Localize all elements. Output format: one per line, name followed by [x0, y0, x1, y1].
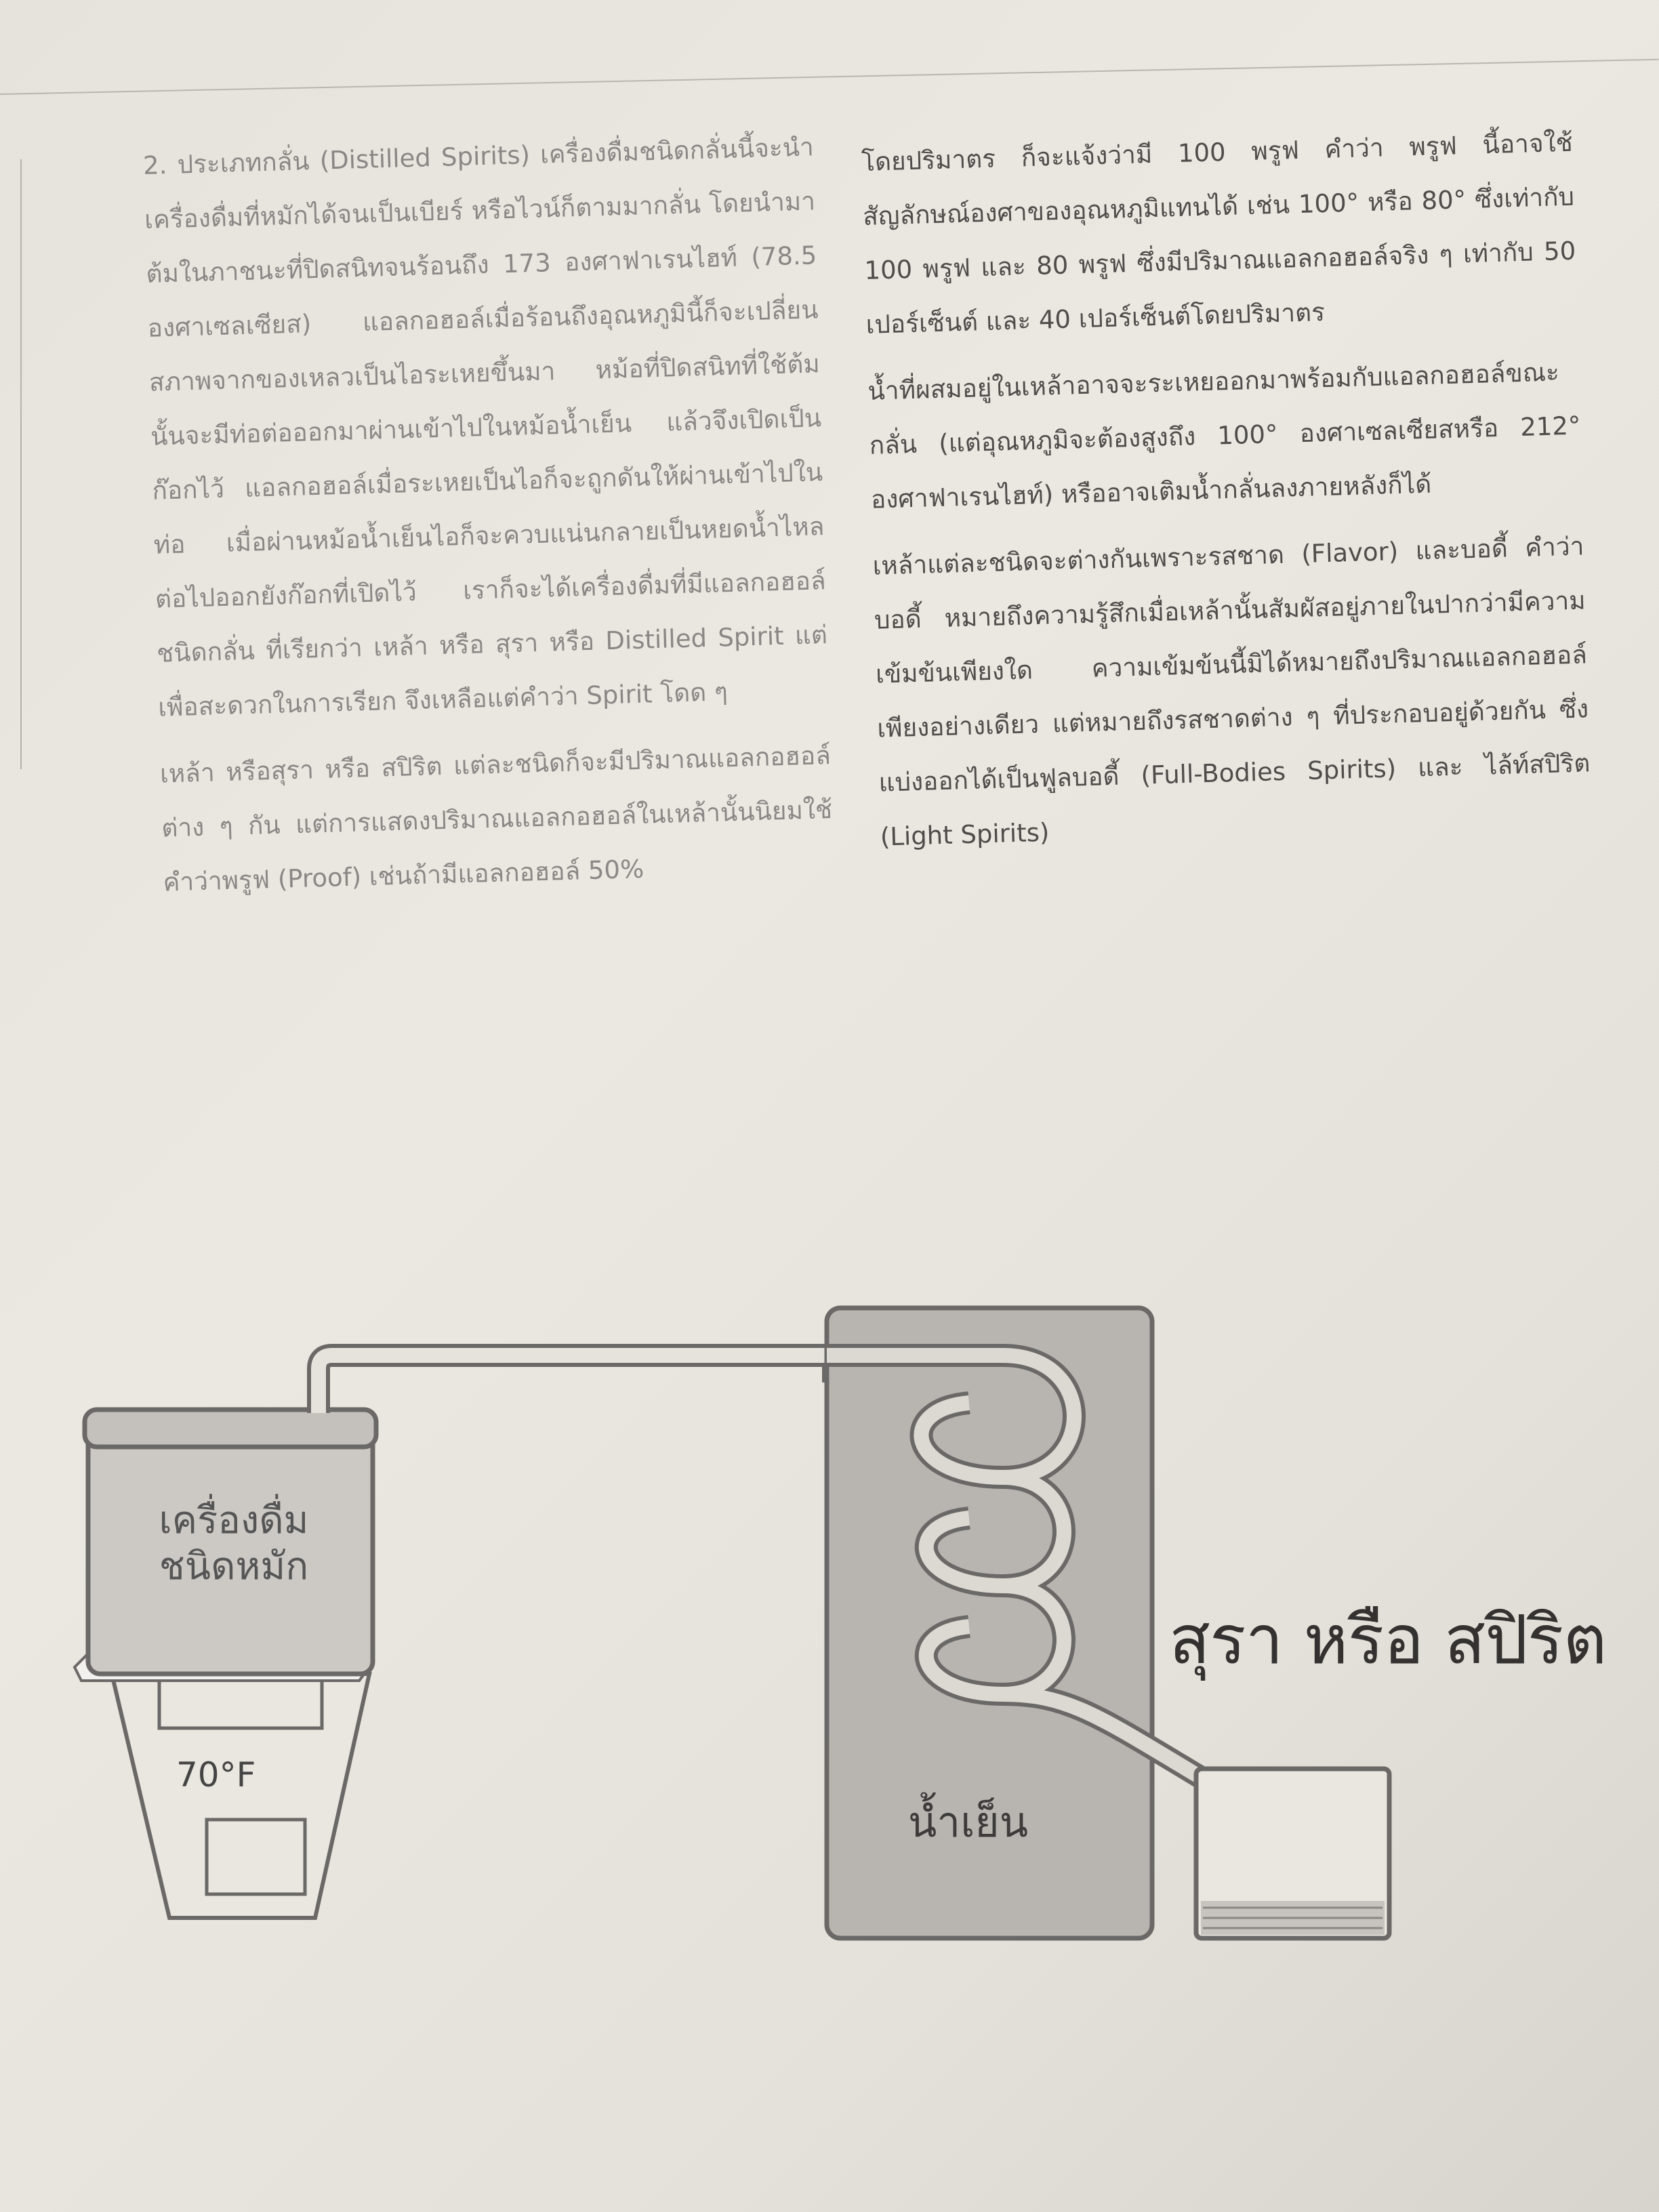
- text-column-left: [142, 120, 835, 922]
- paragraph: เหล้า หรือสุรา หรือ สปิริต แต่ละชนิดก็จะมีปริมาณแอลกอฮอล์ต่าง ๆ กัน แต่การแสดงปริมาณแอลกอฮอล์ในเหล้านั้นนิยมใช้คำว่าพรูฟ (Proof) เช่นถ้ามีแอลกอฮอล์ 50%: [159, 741, 833, 897]
- output-label: สุรา หรือ สปิริต: [1169, 1600, 1607, 1679]
- page-left-rule: [20, 159, 22, 769]
- paragraph: น้ำที่ผสมอยู่ในเหล้าอาจจะระเหยออกมาพร้อมกับแอลกอฮอล์ขณะกลั่น (แต่อุณหภูมิจะต้องสูงถึง 100° องศาเซลเซียสหรือ 212° องศาฟาเรนไฮท์) หรืออาจเติมน้ำกลั่นลงภายหลังก็ได้: [867, 357, 1581, 514]
- pot-label-line-2: ชนิดหมัก: [159, 1544, 309, 1589]
- condenser-label: น้ำเย็น: [908, 1797, 1029, 1847]
- paragraph: เหล้าแต่ละชนิดจะต่างกันเพราะรสชาด (Flavor) และบอดี้ คำว่าบอดี้ หมายถึงความรู้สึกเมื่อเหล้านั้นสัมผัสอยู่ภายในปากว่ามีความเข้มข้นเพียงใด ความเข้มข้นนี้มิได้หมายถึงปริมาณแอลกอฮอล์เพียงอย่างเดียว แต่หมายถึงรสชาดต่าง ๆ ที่ประกอบอยู่ด้วยกัน ซึ่งแบ่งออกได้เป็นฟูลบอดี้ (Full-Bodies Spirits) และ ไล้ท์สปิริต (Light Spirits): [872, 531, 1591, 852]
- vapor-pipe: [319, 1355, 834, 1413]
- paragraph: 2. ประเภทกลั่น (Distilled Spirits) เครื่องดื่มชนิดกลั่นนี้จะนำเครื่องดื่มที่หมักได้จนเป็นเบียร์ หรือไวน์ก็ตามมากลั่น โดยนำมาต้มในภาชนะที่ปิดสนิทจนร้อนถึง 173 องศาฟาเรนไฮท์ (78.5 องศาเซลเซียส) แอลกอฮอล์เมื่อร้อนถึงอุณหภูมินี้ก็จะเปลี่ยนสภาพจากของเหลวเป็นไอระเหยขึ้นมา หม้อที่ปิดสนิทที่ใช้ต้มนั้นจะมีท่อต่อออกมาผ่านเข้าไปในหม้อน้ำเย็น แล้วจึงเปิดเป็นก๊อกไว้ แอลกอฮอล์เมื่อระเหยเป็นไอก็จะถูกดันให้ผ่านเข้าไปในท่อ เมื่อผ่านหม้อน้ำเย็นไอก็จะควบแน่นกลายเป็นหยดน้ำไหล ต่อไปออกยังก๊อกที่เปิดไว้ เราก็จะได้เครื่องดื่มที่มีแอลกอฮอล์ชนิดกลั่น ที่เรียกว่า เหล้า หรือ สุรา หรือ Distilled Spirit แต่เพื่อสะดวกในการเรียก จึงเหลือแต่คำว่า Spirit โดด ๆ: [142, 132, 828, 722]
- temperature-label: 70°F: [176, 1755, 256, 1795]
- page-top-rule: [0, 59, 1658, 95]
- pot-lid: [85, 1410, 376, 1447]
- text-column-right: [861, 116, 1593, 877]
- pot-label-line-1: เครื่องดื่ม: [159, 1498, 309, 1542]
- pot-label: [136, 1498, 332, 1590]
- stove: [112, 1674, 369, 1918]
- distillation-diagram: [0, 1254, 1659, 1965]
- paragraph: โดยปริมาตร ก็จะแจ้งว่ามี 100 พรูฟ คำว่า พรูฟ นี้อาจใช้สัญลักษณ์องศาของอุณหภูมิแทนได้ เช่น 100° หรือ 80° ซึ่งเท่ากับ 100 พรูฟ และ 80 พรูฟ ซึ่งมีปริมาณแอลกอฮอล์จริง ๆ เท่ากับ 50 เปอร์เซ็นต์ และ 40 เปอร์เซ็นต์โดยปริมาตร: [861, 127, 1576, 340]
